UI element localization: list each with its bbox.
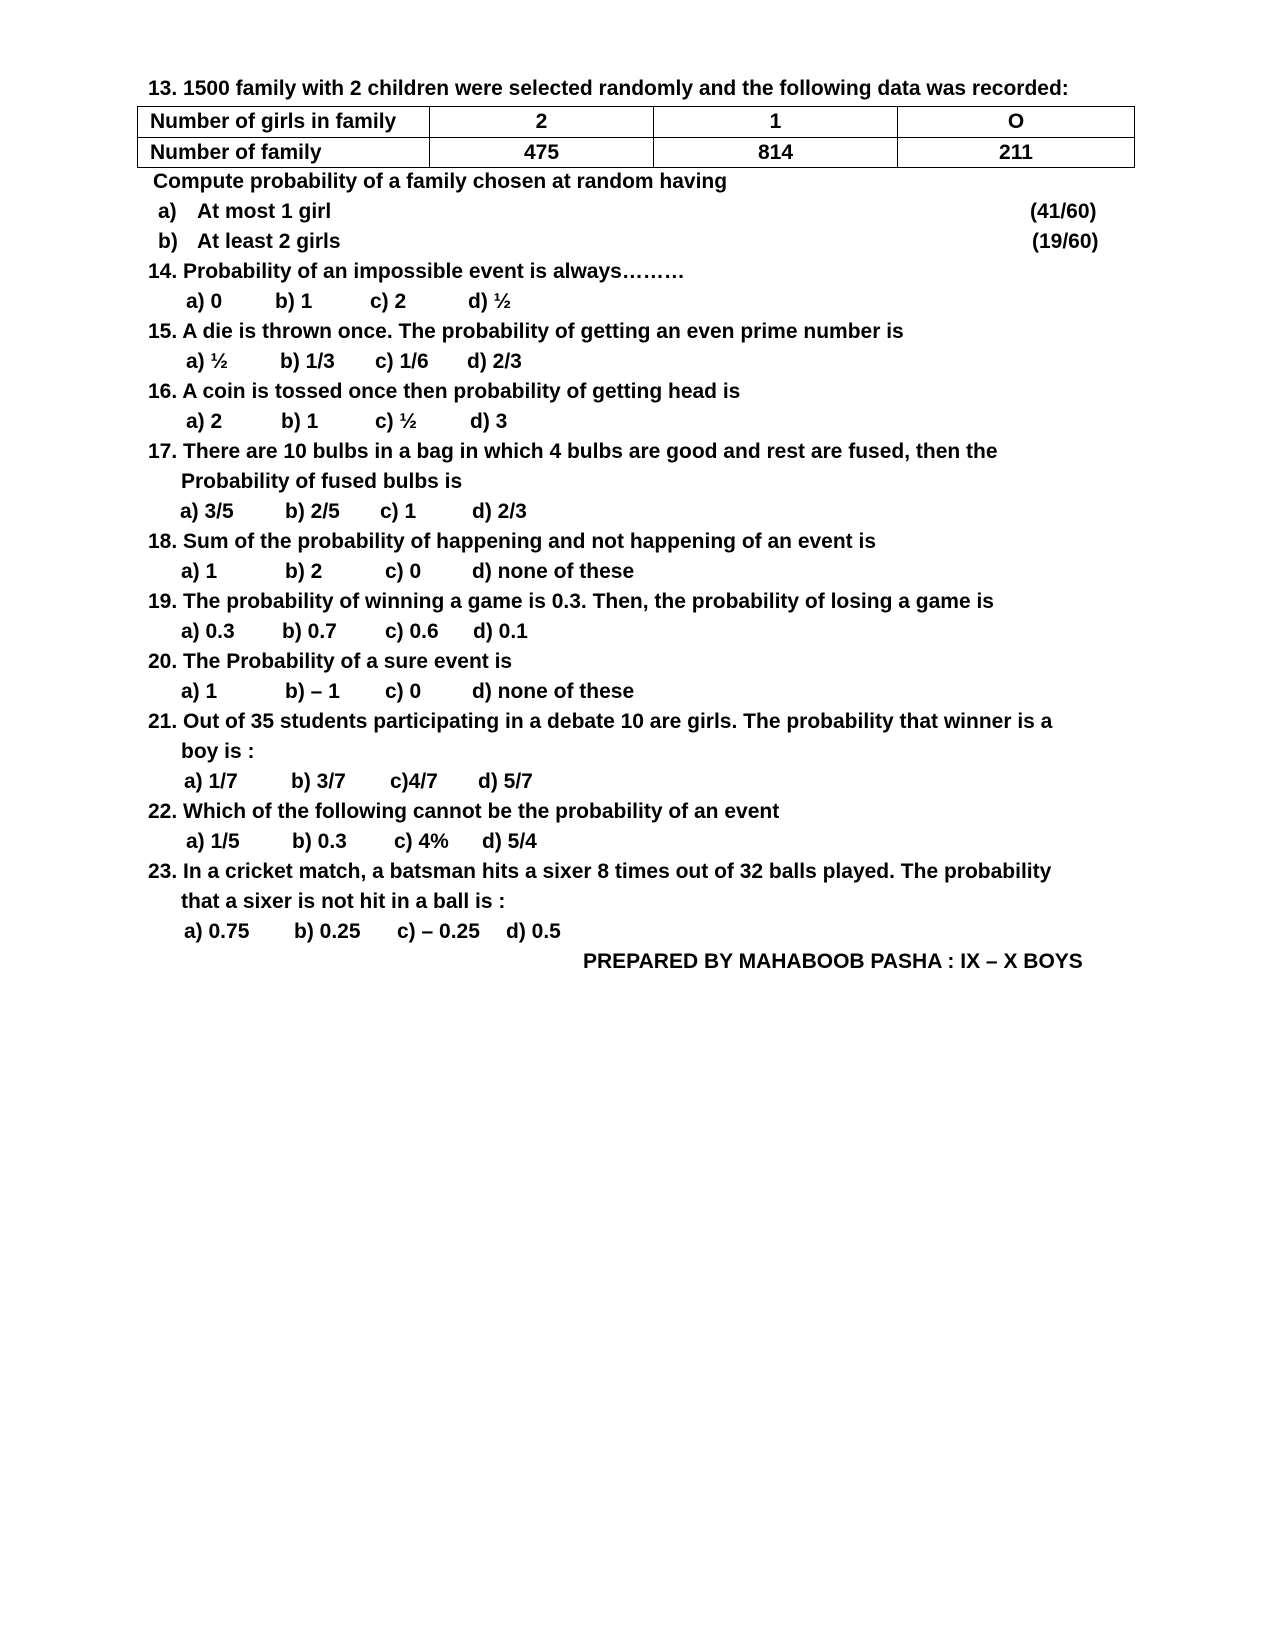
- question-13-text: 13. 1500 family with 2 children were selected randomly and the following data was recorded:: [148, 77, 1069, 100]
- table-cell: Number of girls in family: [138, 107, 430, 138]
- option: c) – 0.25: [397, 920, 480, 943]
- table-cell: 475: [430, 137, 654, 168]
- option: d) 2/3: [472, 500, 527, 523]
- question-20-text: 20. The Probability of a sure event is: [148, 650, 513, 673]
- option: d) 0.1: [473, 620, 528, 643]
- table-cell: Number of family: [138, 137, 430, 168]
- girls-family-table: [137, 106, 1135, 168]
- option: a) 1/5: [186, 830, 240, 853]
- option: c) 2: [370, 290, 407, 313]
- option: a) 1/7: [184, 770, 238, 793]
- question-17-text: 17. There are 10 bulbs in a bag in which 4 bulbs are good and rest are fused, then the: [148, 440, 998, 463]
- option: a) 0.75: [184, 920, 250, 943]
- option: b) 0.7: [282, 620, 337, 643]
- option: a) ½: [186, 350, 229, 373]
- option: a) 1: [181, 680, 218, 703]
- question-15-text: 15. A die is thrown once. The probability of getting an even prime number is: [148, 320, 904, 343]
- table-cell: O: [898, 107, 1135, 138]
- option: d) 2/3: [467, 350, 522, 373]
- part-answer: (41/60): [1030, 200, 1097, 223]
- part-text: At most 1 girl: [197, 200, 332, 223]
- option: d) none of these: [472, 680, 635, 703]
- table-row: [138, 107, 1135, 138]
- option: b) 1: [281, 410, 319, 433]
- question-13-prompt: Compute probability of a family chosen at random having: [153, 170, 728, 193]
- question-18-text: 18. Sum of the probability of happening and not happening of an event is: [148, 530, 877, 553]
- option: d) ½: [468, 290, 512, 313]
- table-cell: 814: [654, 137, 898, 168]
- option: a) 1: [181, 560, 218, 583]
- option: b) 2: [285, 560, 323, 583]
- part-label: a): [158, 200, 177, 223]
- option: b) 1/3: [280, 350, 335, 373]
- table-cell: 1: [654, 107, 898, 138]
- option: b) 1: [275, 290, 313, 313]
- question-22-text: 22. Which of the following cannot be the probability of an event: [148, 800, 780, 823]
- question-21-text: 21. Out of 35 students participating in a debate 10 are girls. The probability that winner is a: [148, 710, 1053, 733]
- question-17-text-cont: Probability of fused bulbs is: [181, 470, 463, 493]
- question-19-text: 19. The probability of winning a game is 0.3. Then, the probability of losing a game is: [148, 590, 994, 613]
- option: c) 0: [385, 680, 422, 703]
- option: b) – 1: [285, 680, 340, 703]
- option: a) 3/5: [180, 500, 234, 523]
- option: b) 2/5: [285, 500, 340, 523]
- question-21-text-cont: boy is :: [181, 740, 255, 763]
- option: a) 2: [186, 410, 223, 433]
- part-answer: (19/60): [1032, 230, 1099, 253]
- option: c) 0.6: [385, 620, 439, 643]
- option: b) 0.3: [292, 830, 347, 853]
- option: c) 1/6: [375, 350, 429, 373]
- option: a) 0: [186, 290, 223, 313]
- table-row: [138, 137, 1135, 168]
- prepared-by-credit: PREPARED BY MAHABOOB PASHA : IX – X BOYS: [583, 950, 1083, 973]
- question-14-text: 14. Probability of an impossible event is always………: [148, 260, 685, 283]
- option: b) 3/7: [291, 770, 346, 793]
- table-cell: 2: [430, 107, 654, 138]
- option: c) 0: [385, 560, 422, 583]
- question-16-text: 16. A coin is tossed once then probability of getting head is: [148, 380, 741, 403]
- option: d) 3: [470, 410, 508, 433]
- option: b) 0.25: [294, 920, 361, 943]
- option: c) ½: [375, 410, 418, 433]
- option: c) 4%: [394, 830, 449, 853]
- question-23-text: 23. In a cricket match, a batsman hits a sixer 8 times out of 32 balls played. The probability: [148, 860, 1052, 883]
- question-23-text-cont: that a sixer is not hit in a ball is :: [181, 890, 506, 913]
- part-text: At least 2 girls: [197, 230, 341, 253]
- option: a) 0.3: [181, 620, 235, 643]
- table-cell: 211: [898, 137, 1135, 168]
- option: d) 5/7: [478, 770, 533, 793]
- part-label: b): [158, 230, 178, 253]
- option: c) 1: [380, 500, 417, 523]
- option: c)4/7: [390, 770, 438, 793]
- option: d) none of these: [472, 560, 635, 583]
- option: d) 0.5: [506, 920, 561, 943]
- option: d) 5/4: [482, 830, 537, 853]
